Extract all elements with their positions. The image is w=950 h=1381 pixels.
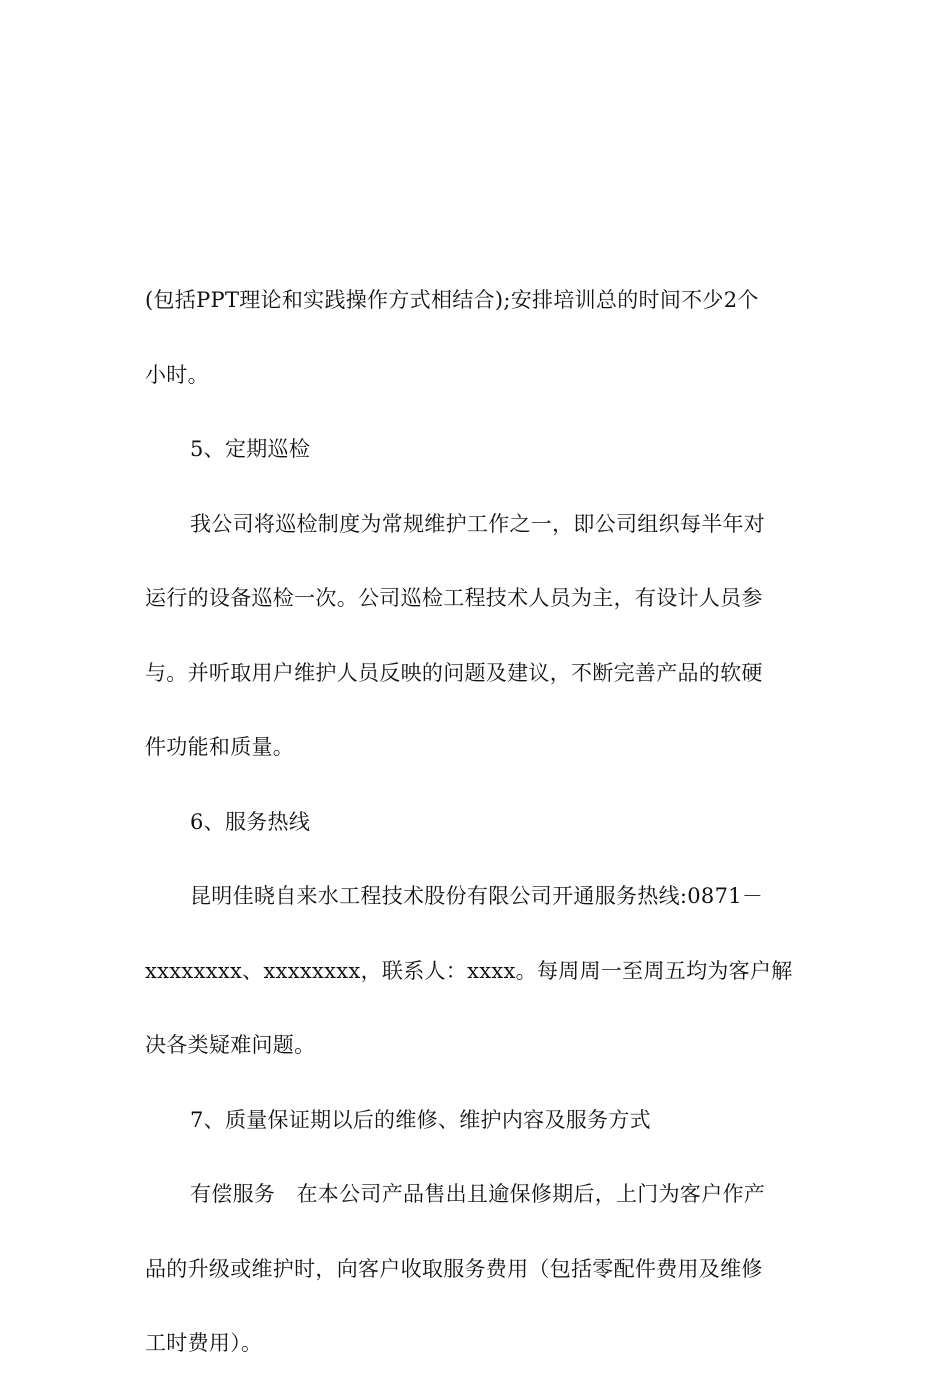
document-line: (包括PPT理论和实践操作方式相结合);安排培训总的时间不少2个 — [145, 288, 759, 312]
document-line: 工时费用）。 — [145, 1331, 263, 1355]
document-line: 与。并听取用户维护人员反映的问题及建议，不断完善产品的软硬 — [145, 660, 763, 685]
document-line: 小时。 — [145, 362, 209, 387]
document-body — [145, 114, 810, 1381]
document-line: 决各类疑难问题。 — [145, 1033, 316, 1057]
document-line: 我公司将巡检制度为常规维护工作之一，即公司组织每半年对 — [190, 511, 766, 536]
document-line: 运行的设备巡检一次。公司巡检工程技术人员为主，有设计人员参 — [145, 586, 763, 610]
document-line: 5、定期巡检 — [190, 437, 311, 461]
document-line: 昆明佳晓自来水工程技术股份有限公司开通服务热线:0871－ — [190, 884, 764, 908]
document-line: 件功能和质量。 — [145, 735, 295, 759]
document-line: 有偿服务 在本公司产品售出且逾保修期后，上门为客户作产 — [190, 1182, 766, 1206]
document-line: 7、质量保证期以后的维修、维护内容及服务方式 — [190, 1107, 651, 1132]
document-line: xxxxxxxx、xxxxxxxx，联系人：xxxx。每周周一至周五均为客户解 — [145, 958, 793, 983]
document-line: 6、服务热线 — [190, 809, 311, 834]
document-line: 品的升级或维护时，向客户收取服务费用（包括零配件费用及维修 — [145, 1256, 763, 1281]
